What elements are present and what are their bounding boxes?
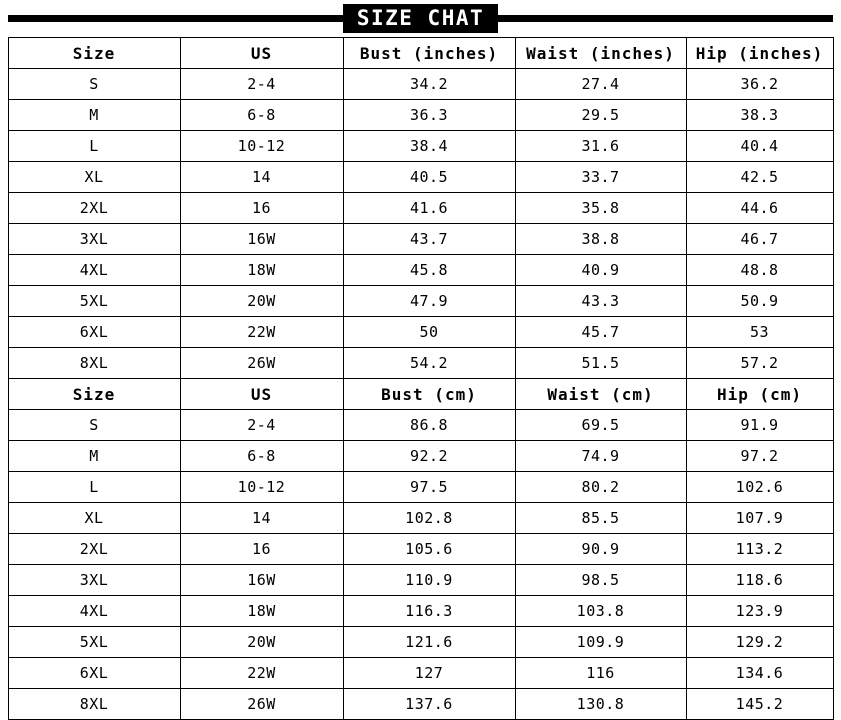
table-cell: 130.8 <box>515 689 686 720</box>
column-header: Bust (inches) <box>343 38 515 69</box>
table-cell: 43.7 <box>343 224 515 255</box>
table-cell: 35.8 <box>515 193 686 224</box>
table-cell: 40.5 <box>343 162 515 193</box>
table-cell: L <box>8 131 180 162</box>
title-rule-left <box>8 15 393 22</box>
table-cell: 38.3 <box>686 100 833 131</box>
table-cell: 127 <box>343 658 515 689</box>
table-cell: 103.8 <box>515 596 686 627</box>
table-cell: 31.6 <box>515 131 686 162</box>
title-rule-right <box>448 15 833 22</box>
table-cell: 40.4 <box>686 131 833 162</box>
table-cell: S <box>8 410 180 441</box>
table-cell: 2-4 <box>180 69 343 100</box>
table-cell: 29.5 <box>515 100 686 131</box>
table-row <box>8 100 833 131</box>
table-cell: 86.8 <box>343 410 515 441</box>
size-chart-page <box>0 3 841 713</box>
table-row <box>8 162 833 193</box>
table-row <box>8 627 833 658</box>
page-title: SIZE CHAT <box>343 4 498 33</box>
table-cell: 110.9 <box>343 565 515 596</box>
table-cell: 16 <box>180 193 343 224</box>
table-cell: 2-4 <box>180 410 343 441</box>
table-row <box>8 441 833 472</box>
table-cell: 118.6 <box>686 565 833 596</box>
column-header: US <box>180 38 343 69</box>
table-cell: 22W <box>180 658 343 689</box>
table-cell: 116 <box>515 658 686 689</box>
table-cell: 80.2 <box>515 472 686 503</box>
size-chart-table <box>8 37 834 720</box>
table-cell: 2XL <box>8 193 180 224</box>
table-cell: 51.5 <box>515 348 686 379</box>
table-header-row <box>8 379 833 410</box>
table-cell: 97.5 <box>343 472 515 503</box>
table-cell: 6-8 <box>180 441 343 472</box>
table-cell: 48.8 <box>686 255 833 286</box>
table-cell: 16W <box>180 565 343 596</box>
table-cell: 16W <box>180 224 343 255</box>
table-cell: 6XL <box>8 317 180 348</box>
table-cell: 129.2 <box>686 627 833 658</box>
table-row <box>8 193 833 224</box>
table-cell: 20W <box>180 627 343 658</box>
table-header-row <box>8 38 833 69</box>
table-cell: 3XL <box>8 224 180 255</box>
table-cell: 8XL <box>8 689 180 720</box>
table-cell: 14 <box>180 162 343 193</box>
table-cell: 98.5 <box>515 565 686 596</box>
table-cell: 46.7 <box>686 224 833 255</box>
table-cell: 105.6 <box>343 534 515 565</box>
table-cell: 90.9 <box>515 534 686 565</box>
table-cell: 34.2 <box>343 69 515 100</box>
table-cell: M <box>8 100 180 131</box>
table-cell: M <box>8 441 180 472</box>
table-row <box>8 503 833 534</box>
table-cell: 8XL <box>8 348 180 379</box>
table-row <box>8 131 833 162</box>
table-row <box>8 255 833 286</box>
table-cell: 6-8 <box>180 100 343 131</box>
table-cell: 109.9 <box>515 627 686 658</box>
table-cell: 102.6 <box>686 472 833 503</box>
table-cell: 10-12 <box>180 131 343 162</box>
table-cell: 50.9 <box>686 286 833 317</box>
table-cell: 20W <box>180 286 343 317</box>
table-cell: 40.9 <box>515 255 686 286</box>
table-cell: 26W <box>180 689 343 720</box>
table-cell: 36.2 <box>686 69 833 100</box>
table-row <box>8 534 833 565</box>
table-cell: 18W <box>180 255 343 286</box>
table-cell: 97.2 <box>686 441 833 472</box>
size-chart-body <box>8 38 833 720</box>
table-row <box>8 596 833 627</box>
table-cell: 113.2 <box>686 534 833 565</box>
table-cell: 57.2 <box>686 348 833 379</box>
table-cell: XL <box>8 503 180 534</box>
table-cell: 4XL <box>8 255 180 286</box>
table-cell: 36.3 <box>343 100 515 131</box>
table-cell: 85.5 <box>515 503 686 534</box>
column-header: Bust (cm) <box>343 379 515 410</box>
table-cell: 102.8 <box>343 503 515 534</box>
table-cell: XL <box>8 162 180 193</box>
table-row <box>8 689 833 720</box>
column-header: Hip (inches) <box>686 38 833 69</box>
column-header: Waist (cm) <box>515 379 686 410</box>
table-cell: 121.6 <box>343 627 515 658</box>
column-header: Size <box>8 38 180 69</box>
title-banner <box>0 3 841 33</box>
table-row <box>8 658 833 689</box>
table-cell: 45.7 <box>515 317 686 348</box>
table-cell: 22W <box>180 317 343 348</box>
table-cell: 16 <box>180 534 343 565</box>
table-cell: 27.4 <box>515 69 686 100</box>
table-cell: 38.8 <box>515 224 686 255</box>
table-cell: 38.4 <box>343 131 515 162</box>
table-cell: 91.9 <box>686 410 833 441</box>
table-cell: 74.9 <box>515 441 686 472</box>
table-cell: 116.3 <box>343 596 515 627</box>
table-row <box>8 565 833 596</box>
table-cell: 69.5 <box>515 410 686 441</box>
table-cell: L <box>8 472 180 503</box>
table-cell: 45.8 <box>343 255 515 286</box>
table-cell: 18W <box>180 596 343 627</box>
table-cell: S <box>8 69 180 100</box>
table-cell: 33.7 <box>515 162 686 193</box>
column-header: Waist (inches) <box>515 38 686 69</box>
table-cell: 41.6 <box>343 193 515 224</box>
table-cell: 14 <box>180 503 343 534</box>
table-row <box>8 69 833 100</box>
table-cell: 42.5 <box>686 162 833 193</box>
table-row <box>8 410 833 441</box>
table-row <box>8 472 833 503</box>
table-row <box>8 348 833 379</box>
table-cell: 47.9 <box>343 286 515 317</box>
table-cell: 53 <box>686 317 833 348</box>
table-cell: 92.2 <box>343 441 515 472</box>
table-row <box>8 224 833 255</box>
table-cell: 3XL <box>8 565 180 596</box>
table-cell: 5XL <box>8 627 180 658</box>
table-cell: 26W <box>180 348 343 379</box>
table-cell: 123.9 <box>686 596 833 627</box>
table-cell: 44.6 <box>686 193 833 224</box>
table-cell: 2XL <box>8 534 180 565</box>
column-header: US <box>180 379 343 410</box>
column-header: Hip (cm) <box>686 379 833 410</box>
table-cell: 145.2 <box>686 689 833 720</box>
table-row <box>8 286 833 317</box>
table-cell: 107.9 <box>686 503 833 534</box>
table-cell: 6XL <box>8 658 180 689</box>
table-cell: 137.6 <box>343 689 515 720</box>
table-cell: 134.6 <box>686 658 833 689</box>
table-cell: 54.2 <box>343 348 515 379</box>
table-cell: 4XL <box>8 596 180 627</box>
table-row <box>8 317 833 348</box>
column-header: Size <box>8 379 180 410</box>
table-cell: 10-12 <box>180 472 343 503</box>
table-cell: 5XL <box>8 286 180 317</box>
table-cell: 50 <box>343 317 515 348</box>
table-cell: 43.3 <box>515 286 686 317</box>
